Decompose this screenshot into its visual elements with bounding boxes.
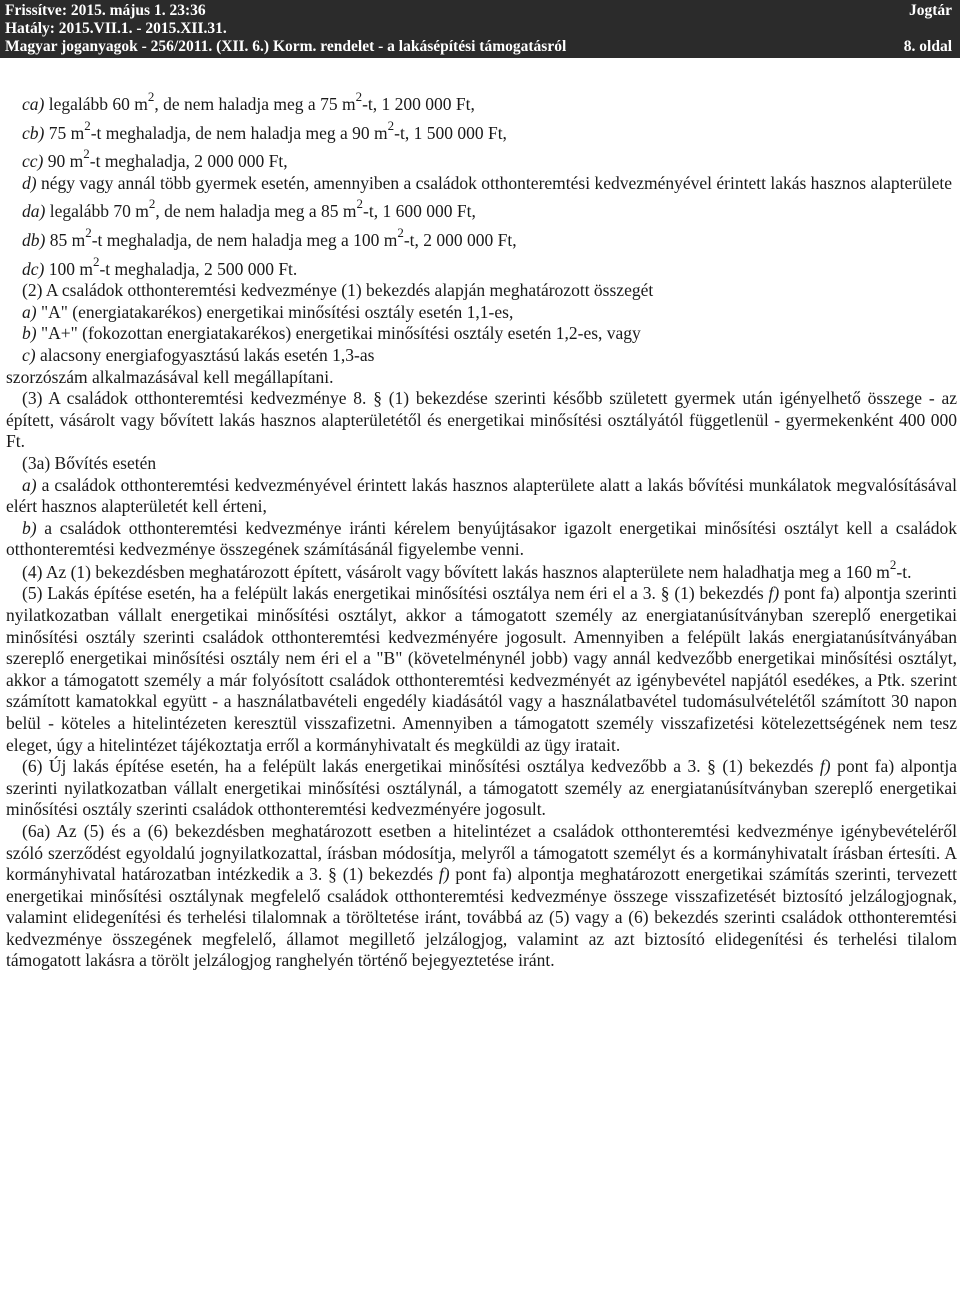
text-span: f) bbox=[819, 756, 831, 777]
item-marker: a) bbox=[22, 474, 37, 495]
header-updated: Frissítve: 2015. május 1. 23:36 bbox=[5, 2, 206, 19]
superscript: 2 bbox=[92, 253, 100, 269]
text-span: 85 m bbox=[45, 229, 86, 250]
text-span: -t. bbox=[896, 561, 912, 582]
item-3a-a bbox=[6, 475, 957, 518]
superscript: 2 bbox=[355, 89, 363, 104]
text-span: (4) Az (1) bekezdésben meghatározott épített, vásárolt vagy bővített lakás hasznos alapterülete nem haladhatja meg a 160 m bbox=[22, 561, 890, 582]
paragraph-3a: (3a) Bővítés esetén bbox=[22, 452, 157, 473]
text-span: -t, 1 500 000 Ft, bbox=[394, 122, 507, 143]
paragraph-6a bbox=[6, 821, 957, 972]
text-span: pont fa) alpontja szerinti nyilatkozatban vállalt energetikai minősítési osztályt, akkor a támogatott személy az energiatanúsítványban szereplő energetikai minősítési osztály szerinti családok otthonteremtési kedvezményére jogosult. Amennyiben a felépült lakás energiatanúsítványában szereplő energetikai minősítési osztály nem éri el a "B" (követelménynél jobb) vagy annál kedvezőbb energetikai minősítési osztályt, akkor a támogatott személy a már folyósított családok otthonteremtési kedvezményét az igénybevétel napjától esedékes, a Ptk. szerint számított kamatokkal együtt - a használatbavételi engedély kiadásától vagy a használatbavétel tudomásulvételétől számított 30 napon belül - köteles a hitelintézeten keresztül visszafizetni. Amennyiben a támogatott személy visszafizetési kötelezettségének nem tesz eleget, úgy a hitelintézet tájékoztatja erről a kormányhivatalt és megküldi az ügy iratait. bbox=[6, 583, 957, 755]
paragraph-4 bbox=[6, 556, 957, 584]
text-span: 90 m bbox=[43, 151, 84, 172]
item-marker: b) bbox=[22, 323, 37, 344]
text-span: pont fa) alpontja meghatározott energetikai számítás szerinti, tervezett energetikai minősítési osztálynak megfelelő családok otthonteremtési kedvezménye összege visszafizetését biztosító jelzálogjognak, valamint elidegenítési és terhelési tilalomnak a töröltetése iránt, továbbá az (5) vagy a (6) bekezdés szerinti családok otthonteremtési kedvezménye összegének megfelelő, államot megillető jelzálogjog, valamint az azt biztosító elidegenítési és terhelési tilalom támogatott lakásra a törölt jelzálogjog ranghelyén történő bejegyeztetése iránt. bbox=[6, 864, 957, 971]
text-span: a családok otthonteremtési kedvezménye iránti kérelem benyújtásakor igazolt energetikai minősítési osztályt kell a családok otthonteremtési kedvezménye összegének számításánál figyelembe venni. bbox=[6, 517, 957, 560]
superscript: 2 bbox=[147, 89, 155, 104]
text-span: -t meghaladja, de nem haladja meg a 90 m bbox=[90, 122, 388, 143]
text-span: -t, 1 600 000 Ft, bbox=[363, 201, 476, 222]
text-span: f) bbox=[768, 583, 780, 604]
text-span: -t meghaladja, 2 000 000 Ft, bbox=[89, 151, 288, 172]
text-span: alacsony energiafogyasztású lakás esetén 1,3-as bbox=[35, 344, 375, 365]
item-marker: dc) bbox=[22, 258, 45, 279]
header-brand: Jogtár bbox=[908, 2, 952, 19]
paragraph-6 bbox=[6, 756, 957, 821]
text-span: (5) Lakás építése esetén, ha a felépült lakás energetikai minősítési osztálya nem éri el a 3. § (1) bekezdés bbox=[22, 583, 769, 604]
superscript: 2 bbox=[84, 117, 91, 133]
superscript: 2 bbox=[148, 196, 156, 212]
superscript: 2 bbox=[397, 224, 404, 240]
item-cb bbox=[6, 117, 957, 145]
header-source: Magyar joganyagok - 256/2011. (XII. 6.) Korm. rendelet - a lakásépítési támogatásról bbox=[5, 38, 567, 55]
text-span: -t, 1 200 000 Ft, bbox=[362, 94, 475, 114]
text-span: (6) Új lakás építése esetén, ha a felépült lakás energetikai minősítési osztálya kedvezőbb a 3. § (1) bekezdés bbox=[22, 756, 820, 777]
text-span: "A+" (fokozottan energiatakarékos) energetikai minősítési osztály esetén 1,2-es, vagy bbox=[36, 323, 641, 344]
item-marker: cb) bbox=[22, 122, 45, 143]
text-span: (6a) Az (5) és a (6) bekezdésben meghatározott esetben a hitelintézet a családok otthonteremtési kedvezménye igénybevételéről szóló szerződést egyoldalú jognyilatkozattal, írásban módosítja, melyről a támogatott személyt és a kormányhivatalt írásban értesíti. A kormányhivatal határozatban intézkedik a 3. § (1) bekezdés bbox=[6, 820, 957, 885]
text-span: f) bbox=[438, 864, 450, 885]
text-span: pont fa) alpontja szerinti nyilatkozatban vállalt energetikai minősítési osztálynál, a támogatott személy az energiatanúsítványban szereplő energetikai minősítési osztály szerinti családok otthonteremtési kedvezményére jogosult. bbox=[6, 756, 958, 820]
item-dc bbox=[6, 253, 957, 281]
item-marker: db) bbox=[22, 229, 46, 250]
text-span: a családok otthonteremtési kedvezményével érintett lakás hasznos alapterülete alatt a lakás bővítési munkálatok megvalósításával elért hasznos alapterületét kell érteni, bbox=[6, 474, 957, 517]
item-3a-b bbox=[6, 518, 957, 561]
item-marker: d) bbox=[22, 172, 37, 193]
item-2a bbox=[6, 302, 957, 324]
item-marker: da) bbox=[22, 201, 46, 222]
superscript: 2 bbox=[889, 556, 897, 572]
text-span: -t meghaladja, 2 500 000 Ft. bbox=[99, 258, 298, 279]
item-da bbox=[6, 196, 957, 223]
paragraph-2: (2) A családok otthonteremtési kedvezménye (1) bekezdés alapján meghatározott összegét bbox=[22, 280, 654, 301]
item-d bbox=[6, 173, 957, 195]
item-marker: cc) bbox=[22, 151, 44, 172]
superscript: 2 bbox=[387, 117, 395, 133]
text-span: -t, 2 000 000 Ft, bbox=[403, 229, 517, 250]
document-body bbox=[6, 88, 957, 972]
superscript: 2 bbox=[356, 196, 364, 212]
text-span: "A" (energiatakarékos) energetikai minősítési osztály esetén 1,1-es, bbox=[36, 301, 514, 322]
paragraph-2-end: szorzószám alkalmazásával kell megállapítani. bbox=[6, 366, 334, 387]
header-page-number: 8. oldal bbox=[903, 38, 952, 55]
item-2b bbox=[6, 323, 957, 345]
text-span: legalább 60 m bbox=[44, 94, 148, 114]
superscript: 2 bbox=[83, 146, 90, 162]
paragraph-5 bbox=[6, 583, 957, 756]
item-marker: c) bbox=[22, 344, 36, 365]
header-validity: Hatály: 2015.VII.1. - 2015.XII.31. bbox=[5, 20, 227, 37]
item-2c bbox=[6, 345, 957, 367]
text-span: négy vagy annál több gyermek esetén, amennyiben a családok otthonteremtési kedvezményével érintett lakás hasznos alapterülete bbox=[36, 172, 953, 193]
text-span: , de nem haladja meg a 85 m bbox=[155, 201, 357, 222]
text-span: , de nem haladja meg a 75 m bbox=[154, 94, 356, 114]
text-span: legalább 70 m bbox=[45, 201, 149, 222]
item-marker: b) bbox=[22, 517, 37, 538]
item-cc bbox=[6, 146, 957, 173]
document-header bbox=[0, 0, 960, 58]
item-db bbox=[6, 224, 957, 252]
text-span: 100 m bbox=[44, 258, 93, 279]
paragraph-3: (3) A családok otthonteremtési kedvezménye 8. § (1) bekezdése szerinti később született gyermek után igényelhető összege - az épített, vásárolt vagy bővített lakás hasznos alapterületétől és energetikai minősítési osztályától függetlenül - gyermekenként 400 000 Ft. bbox=[6, 388, 957, 452]
superscript: 2 bbox=[85, 224, 92, 240]
text-span: -t meghaladja, de nem haladja meg a 100 m bbox=[91, 229, 398, 250]
item-marker: a) bbox=[22, 301, 37, 322]
item-marker: ca) bbox=[22, 94, 45, 114]
item-ca bbox=[6, 89, 957, 116]
text-span: 75 m bbox=[44, 122, 85, 143]
